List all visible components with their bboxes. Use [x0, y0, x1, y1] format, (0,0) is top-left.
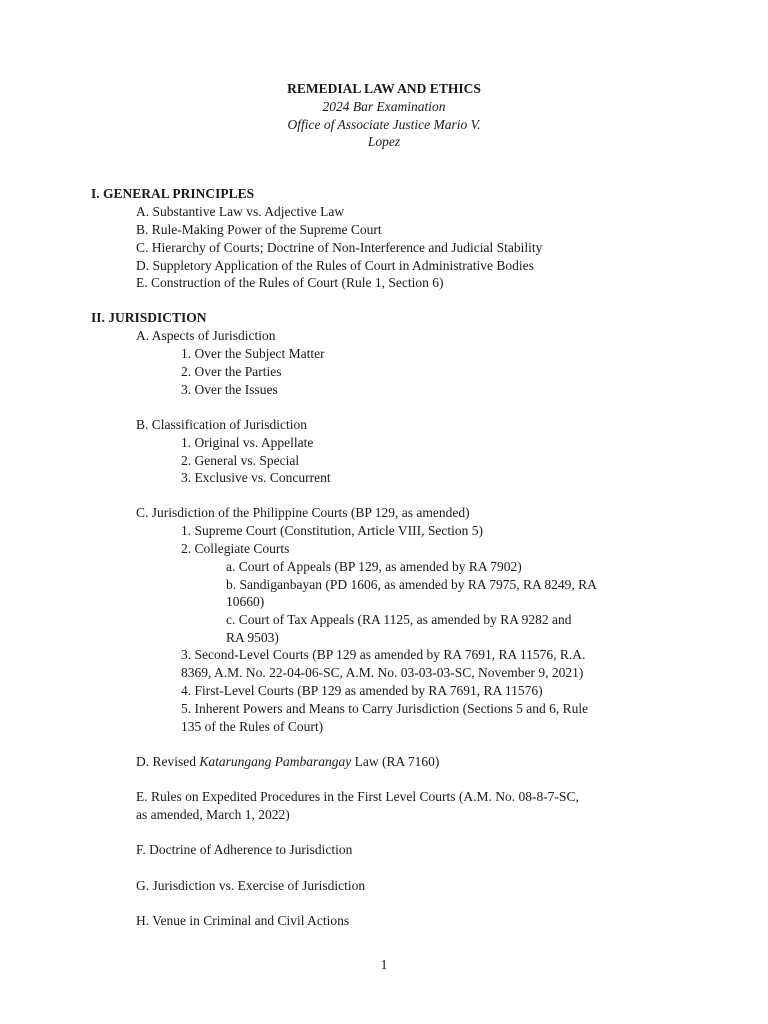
- office-subtitle: Office of Associate Justice Mario V.: [287, 116, 481, 132]
- outline-item: D. Suppletory Application of the Rules of Court in Administrative Bodies: [136, 258, 534, 273]
- outline-item: B. Classification of Jurisdiction: [136, 417, 307, 432]
- item-text-italic: Katarungang Pambarangay: [199, 754, 352, 769]
- outline-subsubitem-continued: RA 9503): [226, 630, 279, 645]
- outline-subitem: 5. Inherent Powers and Means to Carry Jurisdiction (Sections 5 and 6, Rule: [181, 701, 589, 716]
- outline-subitem: 3. Exclusive vs. Concurrent: [181, 470, 331, 485]
- outline-item: H. Venue in Criminal and Civil Actions: [136, 913, 350, 928]
- outline-subitem: 2. Collegiate Courts: [181, 541, 290, 556]
- outline-subitem: 3. Over the Issues: [181, 382, 278, 397]
- outline-subitem: 1. Over the Subject Matter: [181, 346, 325, 361]
- outline-subsubitem: c. Court of Tax Appeals (RA 1125, as amended by RA 9282 and: [226, 612, 572, 627]
- outline-subitem-continued: 135 of the Rules of Court): [181, 719, 324, 734]
- outline-item: C. Hierarchy of Courts; Doctrine of Non-Interference and Judicial Stability: [136, 240, 543, 255]
- outline-item: [136, 753, 439, 771]
- office-subtitle-continued: Lopez: [367, 134, 401, 150]
- outline-item: F. Doctrine of Adherence to Jurisdiction: [136, 842, 353, 857]
- document-title: REMEDIAL LAW AND ETHICS: [287, 81, 481, 96]
- outline-subsubitem: a. Court of Appeals (BP 129, as amended by RA 7902): [226, 559, 522, 574]
- outline-item: G. Jurisdiction vs. Exercise of Jurisdiction: [136, 878, 366, 893]
- outline-subitem-continued: 8369, A.M. No. 22-04-06-SC, A.M. No. 03-03-03-SC, November 9, 2021): [181, 665, 584, 680]
- outline-subitem: 2. General vs. Special: [181, 453, 300, 468]
- section-heading-general-principles: I. GENERAL PRINCIPLES: [91, 186, 255, 201]
- outline-item: A. Substantive Law vs. Adjective Law: [136, 204, 345, 219]
- outline-item: A. Aspects of Jurisdiction: [136, 328, 276, 343]
- item-text: Law (RA 7160): [351, 754, 440, 769]
- item-text: D. Revised: [136, 754, 200, 769]
- outline-subitem: 4. First-Level Courts (BP 129 as amended by RA 7691, RA 11576): [181, 683, 543, 698]
- outline-subitem: 1. Original vs. Appellate: [181, 435, 314, 450]
- outline-item: E. Construction of the Rules of Court (Rule 1, Section 6): [136, 275, 444, 290]
- section-heading-jurisdiction: II. JURISDICTION: [91, 310, 207, 325]
- outline-subitem: 1. Supreme Court (Constitution, Article VIII, Section 5): [181, 523, 483, 538]
- outline-item: C. Jurisdiction of the Philippine Courts (BP 129, as amended): [136, 505, 470, 520]
- outline-item: E. Rules on Expedited Procedures in the First Level Courts (A.M. No. 08-8-7-SC,: [136, 789, 579, 804]
- outline-subsubitem: b. Sandiganbayan (PD 1606, as amended by RA 7975, RA 8249, RA: [226, 577, 597, 592]
- outline-subsubitem-continued: 10660): [226, 594, 265, 609]
- outline-item: B. Rule-Making Power of the Supreme Court: [136, 222, 382, 237]
- outline-subitem: 2. Over the Parties: [181, 364, 282, 379]
- page-number: 1: [380, 957, 388, 972]
- outline-item-continued: as amended, March 1, 2022): [136, 807, 290, 822]
- exam-subtitle: 2024 Bar Examination: [322, 98, 446, 114]
- outline-subitem: 3. Second-Level Courts (BP 129 as amended by RA 7691, RA 11576, R.A.: [181, 647, 586, 662]
- header-block: [0, 80, 768, 151]
